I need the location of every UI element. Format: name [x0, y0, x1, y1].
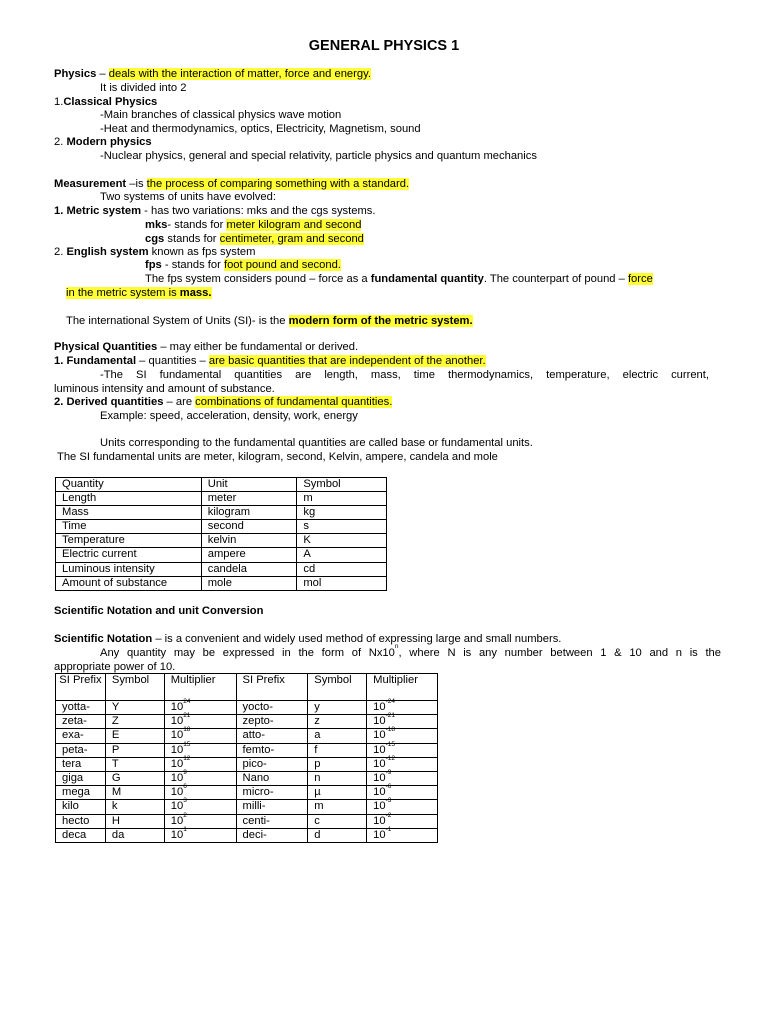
fundamental-list-line-1: -The SI fundamental quantities are length, mass, time thermodynamics, temperature, electric current, — [100, 369, 709, 381]
table-cell: $10^{-3}$ — [367, 800, 438, 814]
table-cell: G — [105, 771, 164, 785]
table-cell: d — [308, 828, 367, 842]
table-cell: tera — [56, 757, 106, 771]
table-cell: Y — [105, 701, 164, 715]
table-cell: Unit — [201, 478, 297, 492]
page-title: GENERAL PHYSICS 1 — [308, 38, 460, 54]
table-cell: $10^2$ — [164, 814, 236, 828]
table-row — [56, 771, 438, 785]
modern-heading: 2. Modern physics — [54, 136, 152, 148]
units-table-header — [56, 478, 387, 492]
table-cell: z — [308, 715, 367, 729]
table-cell: $10^{-6}$ — [367, 786, 438, 800]
table-cell: mole — [201, 576, 297, 590]
table-cell: candela — [201, 562, 297, 576]
physics-divided: It is divided into 2 — [100, 82, 187, 94]
table-cell: T — [105, 757, 164, 771]
table-cell: da — [105, 828, 164, 842]
table-cell: Symbol — [297, 478, 387, 492]
table-row — [56, 520, 387, 534]
metric-system-line: 1. Metric system - has two variations: mks and the cgs systems. — [54, 205, 376, 217]
table-cell: cd — [297, 562, 387, 576]
physics-definition-line: Physics – deals with the interaction of matter, force and energy. — [54, 68, 371, 80]
table-cell: Length — [56, 492, 202, 506]
header-cell: SI Prefix — [56, 674, 106, 701]
table-cell: Z — [105, 715, 164, 729]
table-cell: $10^{-9}$ — [367, 771, 438, 785]
table-cell: $10^{-12}$ — [367, 757, 438, 771]
table-cell: $10^{-24}$ — [367, 701, 438, 715]
table-cell: mega — [56, 786, 106, 800]
table-cell: kilo — [56, 800, 106, 814]
table-cell: $10^6$ — [164, 786, 236, 800]
table-cell: Temperature — [56, 534, 202, 548]
prefix-table-header — [56, 674, 438, 701]
header-cell: Symbol — [105, 674, 164, 701]
table-cell: milli- — [236, 800, 308, 814]
table-row — [56, 506, 387, 520]
table-cell: micro- — [236, 786, 308, 800]
table-cell: $10^{15}$ — [164, 743, 236, 757]
header-cell: Multiplier — [367, 674, 438, 701]
table-cell: $10^{-2}$ — [367, 814, 438, 828]
classical-heading: 1.Classical Physics — [54, 96, 158, 108]
table-cell: $10^{18}$ — [164, 729, 236, 743]
table-row — [56, 800, 438, 814]
table-cell: giga — [56, 771, 106, 785]
table-cell: s — [297, 520, 387, 534]
table-cell: $10^{21}$ — [164, 715, 236, 729]
table-row — [56, 715, 438, 729]
table-row — [56, 814, 438, 828]
si-units-line: The SI fundamental units are meter, kilogram, second, Kelvin, ampere, candela and mole — [57, 451, 498, 463]
table-row — [56, 786, 438, 800]
table-cell: peta- — [56, 743, 106, 757]
prefix-table — [55, 673, 438, 843]
header-cell: SI Prefix — [236, 674, 308, 701]
table-cell: zepto- — [236, 715, 308, 729]
table-row — [56, 743, 438, 757]
modern-item-1: -Nuclear physics, general and special relativity, particle physics and quantum mechanics — [100, 150, 537, 162]
cgs-line: cgs stands for centimeter, gram and second — [145, 233, 364, 245]
table-cell: kg — [297, 506, 387, 520]
table-cell: femto- — [236, 743, 308, 757]
table-cell: hecto — [56, 814, 106, 828]
table-cell: meter — [201, 492, 297, 506]
table-cell: second — [201, 520, 297, 534]
table-cell: centi- — [236, 814, 308, 828]
classical-item-2: -Heat and thermodynamics, optics, Electricity, Magnetism, sound — [100, 123, 421, 135]
table-row — [56, 548, 387, 562]
physics-definition: deals with the interaction of matter, force and energy. — [108, 68, 371, 80]
measurement-definition-line: Measurement –is the process of comparing something with a standard. — [54, 178, 410, 190]
table-cell: pico- — [236, 757, 308, 771]
table-cell: Nano — [236, 771, 308, 785]
table-cell: ampere — [201, 548, 297, 562]
header-cell: Symbol — [308, 674, 367, 701]
table-cell: $10^1$ — [164, 828, 236, 842]
table-row — [56, 492, 387, 506]
table-cell: deca — [56, 828, 106, 842]
table-cell: deci- — [236, 828, 308, 842]
fps-line: fps - stands for foot pound and second. — [145, 259, 341, 271]
fundamental-line: 1. Fundamental – quantities – are basic quantities that are independent of the another. — [54, 355, 486, 367]
classical-item-1: -Main branches of classical physics wave motion — [100, 109, 342, 121]
table-cell: A — [297, 548, 387, 562]
table-cell: a — [308, 729, 367, 743]
table-row — [56, 534, 387, 548]
table-cell: Mass — [56, 506, 202, 520]
table-cell: $10^{-21}$ — [367, 715, 438, 729]
table-cell: $10^{12}$ — [164, 757, 236, 771]
table-cell: n — [308, 771, 367, 785]
mks-line: mks- stands for meter kilogram and second — [145, 219, 362, 231]
table-cell: Quantity — [56, 478, 202, 492]
fundamental-list-line-2: luminous intensity and amount of substance. — [54, 383, 275, 395]
table-cell: P — [105, 743, 164, 757]
si-line: The international System of Units (SI)- is the modern form of the metric system. — [66, 315, 473, 327]
table-row — [56, 757, 438, 771]
units-table — [55, 477, 387, 591]
table-cell: µ — [308, 786, 367, 800]
table-cell: $10^{-15}$ — [367, 743, 438, 757]
units-line: Units corresponding to the fundamental quantities are called base or fundamental units. — [100, 437, 533, 449]
table-cell: k — [105, 800, 164, 814]
header-cell: Multiplier — [164, 674, 236, 701]
table-cell: exa- — [56, 729, 106, 743]
two-systems-line: Two systems of units have evolved: — [100, 191, 276, 203]
table-cell: H — [105, 814, 164, 828]
table-cell: m — [297, 492, 387, 506]
table-row — [56, 562, 387, 576]
table-cell: atto- — [236, 729, 308, 743]
english-system-line: 2. English system known as fps system — [54, 246, 256, 258]
table-cell: yotta- — [56, 701, 106, 715]
fps-explanation-line-1: The fps system considers pound – force as a fundamental quantity. The counterpart of pound – force — [145, 273, 653, 285]
derived-example: Example: speed, acceleration, density, work, energy — [100, 410, 358, 422]
sci-definition-line: Scientific Notation – is a convenient and widely used method of expressing large and small numbers. — [54, 633, 562, 645]
measurement-label: Measurement — [54, 178, 127, 190]
table-cell: p — [308, 757, 367, 771]
table-cell: yocto- — [236, 701, 308, 715]
table-row — [56, 729, 438, 743]
table-row — [56, 576, 387, 590]
table-cell: m — [308, 800, 367, 814]
sci-heading: Scientific Notation and unit Conversion — [54, 605, 264, 617]
table-cell: y — [308, 701, 367, 715]
sci-expression-line-2: appropriate power of 10. — [54, 661, 176, 673]
table-cell: Time — [56, 520, 202, 534]
fps-explanation-line-2: in the metric system is mass. — [66, 287, 212, 299]
table-cell: $10^9$ — [164, 771, 236, 785]
sci-expression-line: Any quantity may be expressed in the form of Nx10$^n$, where N is any number between 1 & 10 and n is the — [100, 643, 722, 659]
table-row — [56, 701, 438, 715]
physics-label: Physics — [54, 68, 97, 80]
table-cell: $10^3$ — [164, 800, 236, 814]
table-cell: $10^{24}$ — [164, 701, 236, 715]
table-cell: kelvin — [201, 534, 297, 548]
table-cell: kilogram — [201, 506, 297, 520]
table-cell: mol — [297, 576, 387, 590]
table-cell: M — [105, 786, 164, 800]
table-cell: E — [105, 729, 164, 743]
table-cell: c — [308, 814, 367, 828]
table-cell: $10^{-18}$ — [367, 729, 438, 743]
derived-line: 2. Derived quantities – are combinations of fundamental quantities. — [54, 396, 393, 408]
table-cell: K — [297, 534, 387, 548]
table-cell: f — [308, 743, 367, 757]
table-cell: Amount of substance — [56, 576, 202, 590]
quantities-line: Physical Quantities – may either be fundamental or derived. — [54, 341, 359, 353]
table-cell: $10^{-1}$ — [367, 828, 438, 842]
table-cell: Electric current — [56, 548, 202, 562]
table-cell: zeta- — [56, 715, 106, 729]
table-row — [56, 828, 438, 842]
table-cell: Luminous intensity — [56, 562, 202, 576]
